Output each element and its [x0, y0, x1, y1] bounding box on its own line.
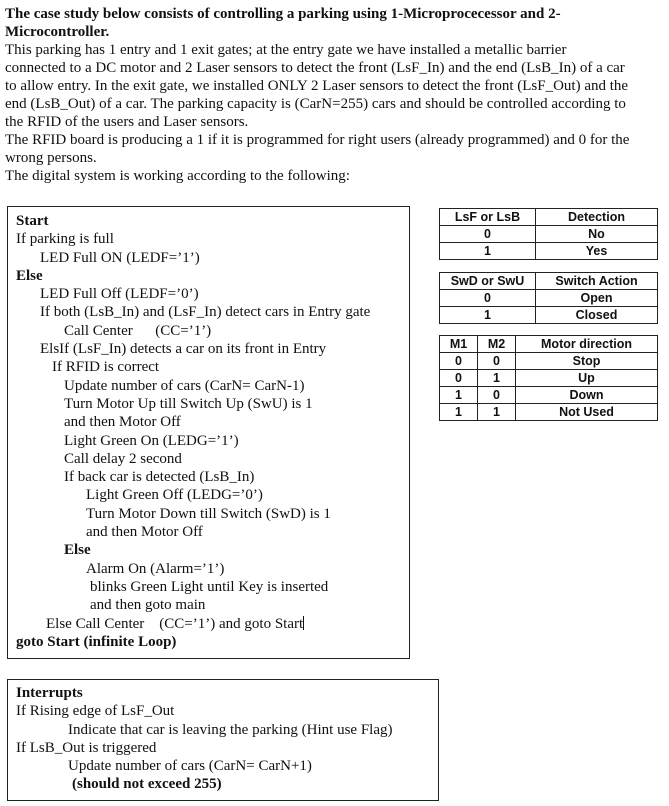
algo-line: If parking is full	[16, 231, 114, 248]
table-cell: 1	[440, 307, 536, 324]
interrupt-line: Indicate that car is leaving the parking (Hint use Flag)	[68, 721, 393, 738]
algo-line: LED Full Off (LEDF=’0’)	[40, 286, 199, 303]
table-header-cell: Motor direction	[516, 336, 658, 353]
table-row	[440, 307, 658, 324]
algo-line: Alarm On (Alarm=’1’)	[86, 560, 225, 577]
algo-line: Update number of cars (CarN= CarN-1)	[64, 377, 305, 394]
table-header-row	[440, 273, 658, 290]
intro-paragraph-3: The digital system is working according to the following:	[5, 168, 350, 184]
table-row	[440, 404, 658, 421]
algo-line: Else	[64, 542, 91, 559]
algo-line: and then goto main	[90, 597, 206, 614]
algo-line-with-cursor	[16, 615, 401, 633]
algo-line: If both (LsB_In) and (LsF_In) detect cars in Entry gate	[40, 304, 371, 321]
table-header-cell: LsF or LsB	[440, 209, 536, 226]
algo-line: Turn Motor Up till Switch Up (SwU) is 1	[64, 395, 313, 412]
table-cell: Yes	[536, 243, 658, 260]
table-cell: 1	[440, 243, 536, 260]
algo-line: Call Center (CC=’1’)	[64, 322, 212, 339]
algo-line: Turn Motor Down till Switch (SwD) is 1	[86, 505, 331, 522]
algo-line: If back car is detected (LsB_In)	[64, 469, 255, 486]
interrupt-line: If Rising edge of LsF_Out	[16, 703, 175, 720]
algo-line: ElsIf (LsF_In) detects a car on its front in Entry	[40, 341, 327, 358]
table-header-cell: SwD or SwU	[440, 273, 536, 290]
table-cell: 0	[440, 226, 536, 243]
table-cell: Stop	[516, 353, 658, 370]
algo-line: and then Motor Off	[64, 414, 181, 431]
table-header-cell: M2	[478, 336, 516, 353]
table-cell: Up	[516, 370, 658, 387]
table-cell: 0	[440, 353, 478, 370]
table-cell: 0	[478, 387, 516, 404]
table-row	[440, 290, 658, 307]
algo-line: If RFID is correct	[52, 359, 160, 376]
table-cell: Down	[516, 387, 658, 404]
algo-line: Light Green On (LEDG=’1’)	[64, 432, 239, 449]
algo-line: LED Full ON (LEDF=’1’)	[40, 249, 200, 266]
table-cell: 1	[440, 387, 478, 404]
table-header-cell: Detection	[536, 209, 658, 226]
table-row	[440, 387, 658, 404]
text-cursor	[303, 616, 304, 630]
algo-line-text: Else Call Center (CC=’1’) and goto Start	[46, 615, 304, 632]
table-cell: 1	[478, 404, 516, 421]
table-cell: Not Used	[516, 404, 658, 421]
intro-section	[5, 5, 630, 185]
table-row	[440, 370, 658, 387]
algo-line: goto Start (infinite Loop)	[16, 633, 177, 650]
algo-line: Call delay 2 second	[64, 450, 182, 467]
intro-paragraph-1: This parking has 1 entry and 1 exit gates; at the entry gate we have installed a metallic barrier connected to a DC motor and 2 Laser sensors to detect the front (LsF_In) and the end (LsB_In) of a car to allow entry. In the exit gate, we installed ONLY 2 Laser sensors to detect the front (LsF_Out) and the end (LsB_Out) of a car. The parking capacity is (CarN=255) cars and should be controlled according to the RFID of the users and Laser sensors.	[5, 42, 629, 130]
table-header-row	[440, 209, 658, 226]
algo-line: Else	[16, 267, 43, 284]
interrupt-line: If LsB_Out is triggered	[16, 739, 157, 756]
switch-table	[439, 272, 658, 324]
motor-direction-table	[439, 335, 658, 421]
case-study-title: The case study below consists of controlling a parking using 1-Microprocecessor and 2-Microcontroller.	[5, 6, 561, 40]
algo-line: blinks Green Light until Key is inserted	[90, 578, 329, 595]
algorithm-box	[7, 206, 410, 659]
table-cell: 0	[478, 353, 516, 370]
algo-line: Light Green Off (LEDG=’0’)	[86, 487, 263, 504]
table-row	[440, 353, 658, 370]
interrupts-title: Interrupts	[16, 685, 83, 701]
algo-line: and then Motor Off	[86, 524, 203, 541]
table-cell: 0	[440, 290, 536, 307]
table-cell: Closed	[536, 307, 658, 324]
table-header-cell: M1	[440, 336, 478, 353]
table-cell: No	[536, 226, 658, 243]
intro-paragraph-2: The RFID board is producing a 1 if it is programmed for right users (already programmed) and 0 for the wrong persons.	[5, 132, 630, 166]
table-cell: 1	[478, 370, 516, 387]
interrupt-line: (should not exceed 255)	[72, 776, 222, 793]
table-cell: Open	[536, 290, 658, 307]
table-header-row	[440, 336, 658, 353]
table-cell: 0	[440, 370, 478, 387]
table-row	[440, 226, 658, 243]
table-row	[440, 243, 658, 260]
detection-table	[439, 208, 658, 260]
algo-line: Start	[16, 213, 49, 229]
interrupt-line: Update number of cars (CarN= CarN+1)	[68, 758, 312, 775]
table-cell: 1	[440, 404, 478, 421]
table-header-cell: Switch Action	[536, 273, 658, 290]
interrupts-box	[7, 679, 439, 801]
